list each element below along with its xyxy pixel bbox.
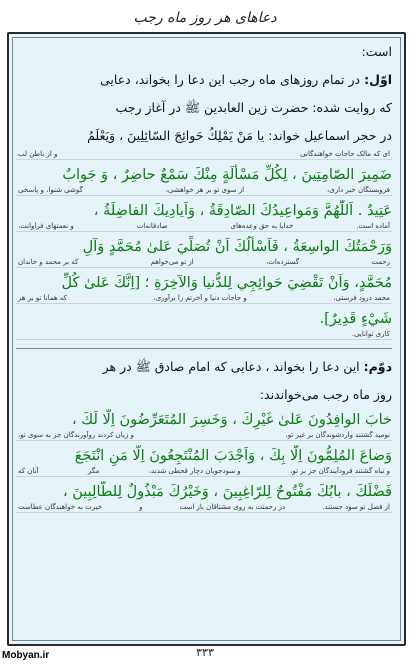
translation-line	[16, 467, 392, 477]
translation-segment: و سودجویان دچار قحطی شدند،	[148, 467, 241, 475]
translation-segment: خیرت به خواهندگان عطاست	[18, 503, 103, 511]
translation-line	[16, 258, 392, 268]
translation-line	[16, 431, 392, 441]
translation-line	[16, 503, 392, 513]
translation-segment: و زیان کردند روآورندگان جز به سوی تو،	[18, 431, 134, 439]
page-header-title: دعاهای هر روز ماه رجب	[133, 10, 277, 26]
paragraph-text: این دعا را بخواند ، دعایی که امام صادق ﷺ در هر	[102, 359, 364, 374]
paragraph-line	[16, 66, 392, 94]
translation-segment: کاری توانایی.	[351, 330, 390, 338]
section-label-first: اوّل:	[364, 72, 392, 87]
translation-segment: نومید گشتند واردشوندگان بر غیر تو،	[285, 431, 390, 439]
paragraph-line-with-arabic: در حجر اسماعیل خواند: يا مَنْ يَمْلِكُ حَوائِجَ السّائِلِينَ ، وَيَعْلَمُ	[87, 128, 392, 143]
translation-segment: صادقانه‌ات	[136, 222, 168, 230]
translation-segment: که بر محمد و خاندان	[18, 258, 79, 266]
translation-segment: و حاجات دنیا و آخرتم را برآوری،	[153, 294, 247, 302]
translation-segment: مگر	[87, 467, 100, 475]
translation-line	[16, 186, 392, 196]
translation-segment: آنان که	[18, 467, 39, 475]
translation-segment: فروبستگان خبر داری،	[327, 186, 390, 194]
section-label-second: دوّم:	[363, 359, 392, 374]
arabic-prayer-line: وَرَحْمَتُكَ الواسِعَةُ ، فَاَسْأَلُكَ اَنْ تُصَلِّيَ عَلىٰ مُحَمَّدٍ وَآلِ	[82, 239, 392, 255]
translation-segment: گوشی شنوا، و پاسخی	[18, 186, 83, 194]
arabic-prayer-line: خابَ الوافِدُونَ عَلىٰ غَيْرِكَ ، وَخَسِرَ المُتَعَرِّضُونَ اِلّا لَكَ ،	[72, 412, 392, 428]
arabic-prayer-line: شَيْءٍ قَدِيرٌ].	[319, 311, 392, 327]
translation-segment: در رحمتت به روی مشتاقان باز است	[179, 503, 286, 511]
paragraph-line	[16, 353, 392, 381]
translation-segment: و تباه گشتند فرودآیندگان جز بر تو،	[290, 467, 390, 475]
translation-segment: و نعمتهای فراوانت،	[18, 222, 74, 230]
translation-segment: آماده است.	[356, 222, 390, 230]
section-divider	[16, 348, 392, 349]
arabic-prayer-line: عَتِيدٌ . اَللّٰهُمَّ وَمَواعِيدُكَ الصّادِقَةُ ، وَاَيادِيكَ الفاضِلَةُ ،	[93, 203, 392, 219]
arabic-prayer-line: وَضاعَ المُلِمُّونَ اِلّا بِكَ ، وَاَجْدَبَ المُنْتَجِعُونَ اِلّا مَنِ انْتَجَعَ	[74, 448, 392, 464]
translation-segment: از تو می‌خواهم	[150, 258, 194, 266]
translation-segment: از فضل تو سود جستند.	[322, 503, 390, 511]
translation-segment: رحمت	[371, 258, 390, 266]
translation-line	[16, 222, 392, 232]
translation-segment: و از باطن لب	[18, 150, 58, 158]
translation-segment: از سوی تو بر هر خواهشی،	[165, 186, 245, 194]
translation-segment: ای که مالک حاجات خواهندگانی	[300, 150, 390, 158]
page-content	[16, 38, 392, 517]
paragraph-line: است:	[361, 44, 392, 59]
arabic-prayer-line: فَضْلَكَ ، بابُكَ مَفْتُوحٌ لِلرّاغِبِينَ ، وَخَيْرُكَ مَبْذُولٌ لِلطّالِبِينَ ،	[62, 484, 392, 500]
translation-segment: گسترده‌ات،	[265, 258, 300, 266]
arabic-prayer-line: ضَمِيرَ الصّامِتِينَ ، لِكُلِّ مَسْأَلَةٍ مِنْكَ سَمْعٌ حاضِرٌ ، وَ جَوابٌ	[62, 167, 392, 183]
site-watermark[interactable]: Mobyan.ir	[2, 650, 50, 661]
translation-line	[16, 150, 392, 160]
translation-line	[16, 294, 392, 304]
paragraph-line: که روایت شده: حضرت زین العابدین ﷺ در آغاز رجب	[115, 100, 392, 115]
translation-segment: که همانا تو بر هر	[18, 294, 67, 302]
translation-line	[16, 330, 392, 340]
paragraph-text: در تمام روزهای ماه رجب این دعا را بخواند، دعایی	[100, 72, 365, 87]
arabic-prayer-line: مُحَمَّدٍ، وَاَنْ تَقْضِيَ حَوائِجِي لِلدُّنيا وَالآخِرَةِ ؛ [اِنَّكَ عَلىٰ كُلِّ	[61, 275, 392, 291]
translation-segment: محمد درود فرستی،	[333, 294, 390, 302]
translation-segment: خدایا به حق وعده‌های	[230, 222, 294, 230]
paragraph-line: روز ماه رجب می‌خواندند:	[259, 387, 392, 402]
page-number: ۳۳۳	[196, 646, 214, 659]
translation-segment: و	[139, 503, 143, 511]
